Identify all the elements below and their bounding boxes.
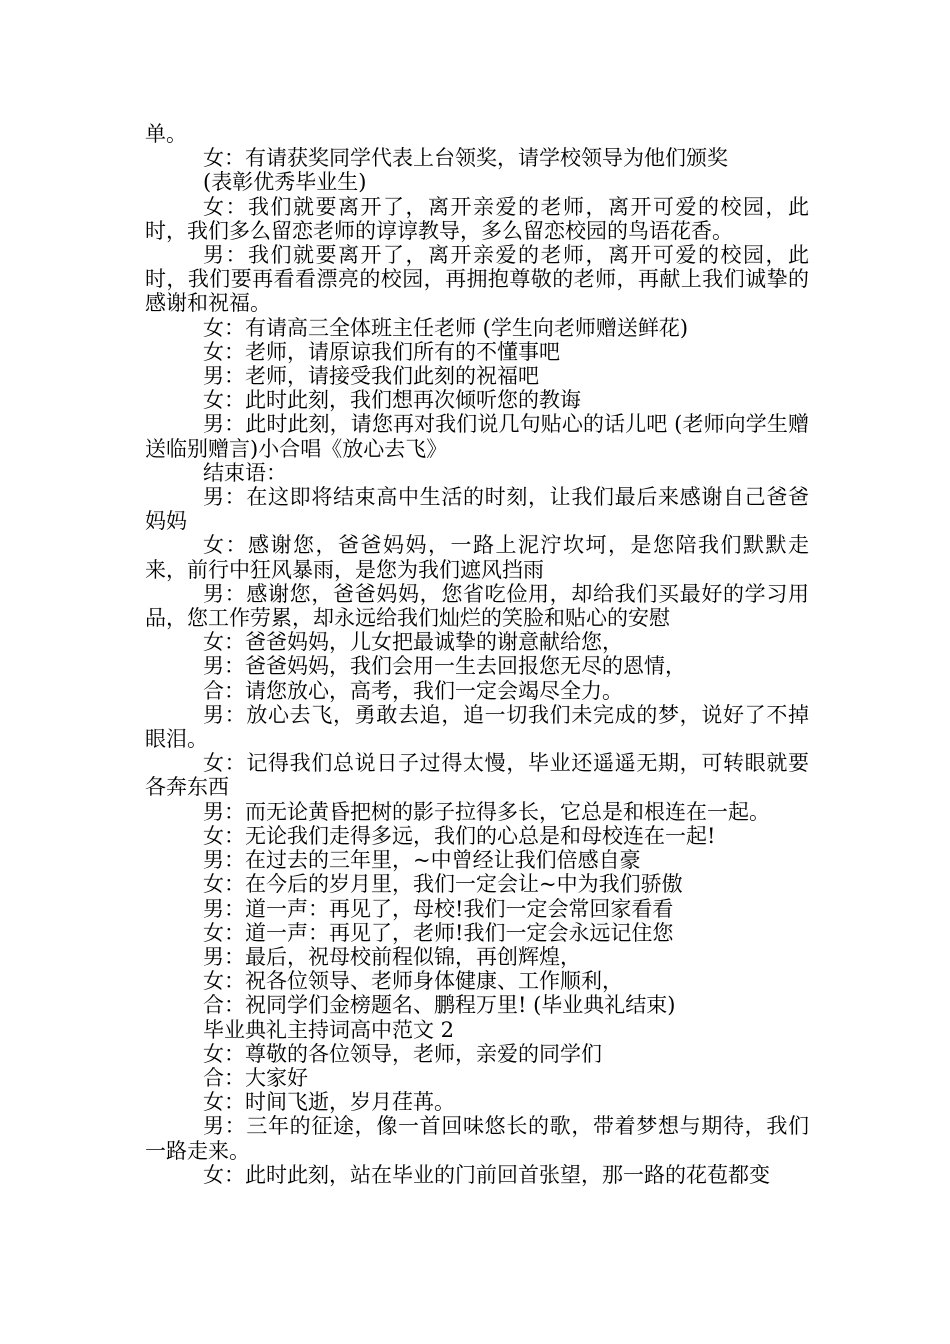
paragraph-blessing: 男：老师，请接受我们此刻的祝福吧 (203, 364, 539, 389)
paragraph-future-years: 女：在今后的岁月里，我们一定会让~中为我们骄傲 (203, 872, 683, 897)
paragraph-thank-parents-male: 男：感谢您，爸爸妈妈，您省吃俭用，却给我们买最好的学习用品，您工作劳累，却永远给我们灿烂的笑脸和贴心的安慰 (145, 581, 809, 631)
paragraph-greeting: 女：尊敬的各位领导，老师，亲爱的同学们 (203, 1041, 602, 1066)
paragraph-tree-shadow: 男：而无论黄昏把树的影子拉得多长，它总是和根连在一起。 (203, 799, 770, 824)
paragraph-section-title: 毕业典礼主持词高中范文 2 (203, 1017, 455, 1042)
paragraph-gratitude-male: 男：爸爸妈妈，我们会用一生去回报您无尽的恩情， (203, 654, 686, 679)
paragraph-wish-students: 合：祝同学们金榜题名、鹏程万里! (毕业典礼结束) (203, 993, 676, 1018)
paragraph-farewell-words: 男：此时此刻，请您再对我们说几句贴心的话儿吧 (老师向学生赠送临别赠言)小合唱《放心去飞》 (145, 412, 809, 461)
document-page (145, 122, 809, 1187)
paragraph-heart-school: 女：无论我们走得多远，我们的心总是和母校连在一起! (203, 823, 716, 848)
paragraph-days-slow: 女：记得我们总说日子过得太慢，毕业还遥遥无期，可转眼就要各奔东西 (145, 751, 809, 800)
paragraph-time-flies: 女：时间飞逝，岁月荏苒。 (203, 1090, 455, 1115)
paragraph-three-years: 男：三年的征途，像一首回味悠长的歌，带着梦想与期待，我们一路走来。 (145, 1114, 809, 1163)
paragraph-look-back: 女：此时此刻，站在毕业的门前回首张望，那一路的花苞都变 (203, 1162, 770, 1187)
paragraph-closing-heading: 结束语： (203, 460, 287, 485)
paragraph-male-leaving: 男：我们就要离开了，离开亲爱的老师，离开可爱的校园，此时，我们要再看看漂亮的校园，再拥抱尊敬的老师，再献上我们诚挚的感谢和祝福。 (145, 243, 809, 316)
paragraph-female-leaving: 女：我们就要离开了，离开亲爱的老师，离开可爱的校园，此时，我们多么留恋老师的谆谆教导，多么留恋校园的鸟语花香。 (145, 194, 809, 243)
paragraph-gratitude-female: 女：爸爸妈妈，儿女把最诚挚的谢意献给您， (203, 630, 623, 655)
paragraph-continuation: 单。 (145, 122, 187, 146)
paragraph-thank-parents-intro: 男：在这即将结束高中生活的时刻，让我们最后来感谢自己爸爸妈妈 (145, 485, 809, 534)
paragraph-wish-school: 男：最后，祝母校前程似锦，再创辉煌， (203, 944, 581, 969)
paragraph-chorus-exam: 合：请您放心，高考，我们一定会竭尽全力。 (203, 678, 623, 703)
paragraph-goodbye-teacher: 女：道一声：再见了，老师!我们一定会永远记住您 (203, 920, 674, 945)
paragraph-wish-leaders: 女：祝各位领导、老师身体健康、工作顺利， (203, 969, 623, 994)
paragraph-fly-freely: 男：放心去飞，勇敢去追，追一切我们未完成的梦，说好了不掉眼泪。 (145, 702, 809, 752)
paragraph-hello: 合：大家好 (203, 1065, 308, 1090)
paragraph-past-years: 男：在过去的三年里，~中曾经让我们倍感自豪 (203, 848, 641, 873)
paragraph-listen: 女：此时此刻，我们想再次倾听您的教诲 (203, 388, 581, 413)
paragraph-commend-graduates: (表彰优秀毕业生) (203, 170, 367, 195)
paragraph-award-invite: 女：有请获奖同学代表上台领奖，请学校领导为他们颁奖 (203, 146, 728, 171)
paragraph-teacher-invite: 女：有请高三全体班主任老师 (学生向老师赠送鲜花) (203, 315, 689, 340)
paragraph-thank-parents-female: 女：感谢您，爸爸妈妈，一路上泥泞坎坷，是您陪我们默默走来，前行中狂风暴雨，是您为我们遮风挡雨 (145, 533, 809, 582)
paragraph-forgive: 女：老师，请原谅我们所有的不懂事吧 (203, 339, 560, 364)
paragraph-goodbye-school: 男：道一声：再见了，母校!我们一定会常回家看看 (203, 896, 674, 921)
